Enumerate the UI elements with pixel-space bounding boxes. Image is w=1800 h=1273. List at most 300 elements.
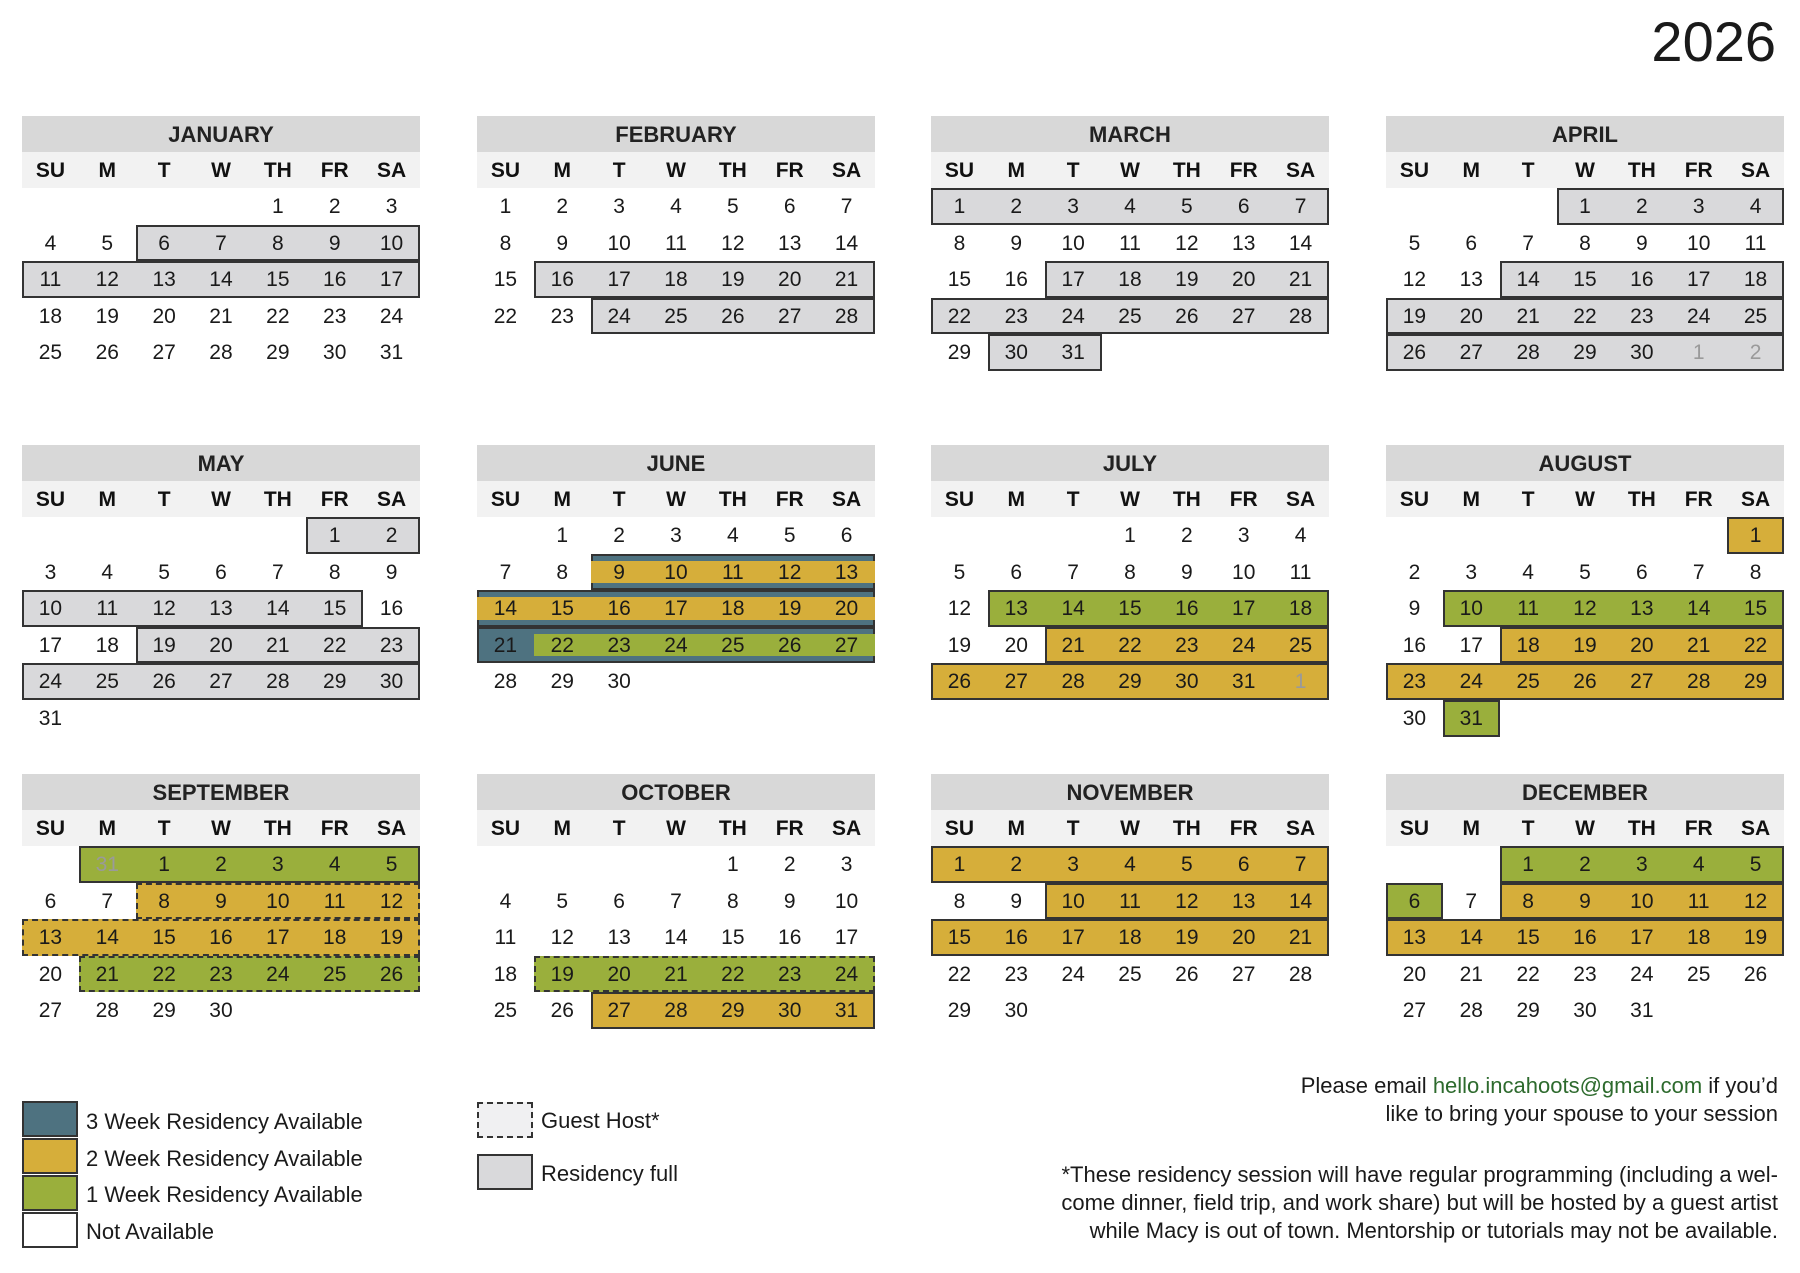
legend-swatch-full [477, 1154, 533, 1190]
weekday-label: SU [490, 159, 521, 182]
day-cell: 29 [1516, 999, 1540, 1023]
weekday-label: M [98, 159, 117, 182]
day-grid [477, 517, 875, 737]
day-cell: 3 [840, 853, 853, 876]
day-cell: 22 [323, 633, 347, 657]
weekday-label: SA [376, 817, 407, 840]
day-cell: 29 [1743, 670, 1768, 694]
weekday-label: W [666, 488, 686, 511]
day-cell: 8 [272, 231, 284, 255]
day-cell: 15 [152, 926, 176, 950]
day-cell: 7 [1067, 560, 1079, 584]
weekday-label: T [1521, 817, 1535, 840]
day-cell: 14 [1687, 597, 1711, 621]
day-cell: 24 [1061, 304, 1085, 328]
day-cell: 7 [499, 560, 512, 584]
day-cell: 21 [834, 268, 859, 292]
day-cell: 6 [840, 524, 853, 547]
day-cell: 24 [1630, 962, 1654, 986]
day-cell: 26 [379, 962, 404, 986]
day-cell: 19 [1402, 304, 1427, 328]
day-cell: 12 [778, 560, 802, 584]
day-cell: 5 [1408, 231, 1421, 255]
weekday-label: W [1120, 159, 1140, 182]
day-cell: 7 [670, 889, 682, 913]
day-cell: 25 [1118, 304, 1142, 328]
day-cell: 16 [1175, 597, 1199, 621]
day-grid [931, 188, 1329, 408]
month-april [1386, 116, 1784, 408]
weekday-header [22, 481, 420, 517]
day-cell: 20 [152, 304, 176, 328]
weekday-label: SU [1399, 817, 1430, 840]
day-cell: 4 [101, 560, 114, 584]
weekday-label: T [157, 488, 171, 511]
weekday-label: TH [263, 488, 292, 511]
day-cell: 3 [272, 853, 284, 876]
day-cell: 13 [152, 268, 176, 292]
day-cell: 5 [1181, 853, 1193, 876]
day-cell: 4 [1749, 195, 1762, 218]
weekday-label: TH [263, 159, 292, 182]
day-cell: 1 [1294, 670, 1307, 694]
day-cell: 2 [1010, 195, 1023, 218]
day-cell: 15 [1743, 597, 1768, 621]
day-cell: 31 [1630, 999, 1654, 1023]
weekday-header [477, 152, 875, 188]
day-cell: 23 [1004, 304, 1028, 328]
weekday-label: TH [1627, 488, 1656, 511]
legend-label-guest-host: Guest Host* [541, 1108, 660, 1133]
day-cell: 19 [1573, 633, 1597, 657]
day-cell: 2 [328, 195, 341, 218]
day-cell: 17 [664, 597, 688, 621]
day-cell: 21 [493, 633, 518, 657]
day-cell: 10 [1459, 597, 1483, 621]
day-cell: 28 [664, 999, 688, 1023]
day-cell: 23 [778, 962, 802, 986]
month-title: NOVEMBER [931, 774, 1329, 810]
weekday-label: TH [1172, 159, 1201, 182]
day-cell: 1 [499, 195, 512, 218]
day-cell: 23 [1004, 962, 1028, 986]
day-cell: 11 [1119, 889, 1141, 913]
day-grid [1386, 188, 1784, 408]
day-cell: 17 [38, 633, 63, 657]
day-cell: 3 [1067, 853, 1079, 876]
day-cell: 1 [158, 853, 170, 876]
day-cell: 3 [1237, 524, 1250, 547]
weekday-label: M [1462, 159, 1481, 182]
day-cell: 11 [665, 231, 687, 255]
month-august [1386, 445, 1784, 737]
day-cell: 16 [1573, 926, 1597, 950]
day-cell: 14 [1288, 889, 1313, 913]
day-cell: 14 [95, 926, 119, 950]
day-cell: 21 [209, 304, 233, 328]
day-cell: 3 [385, 195, 398, 218]
weekday-label: T [612, 488, 626, 511]
day-cell: 8 [556, 560, 569, 584]
day-cell: 17 [1061, 268, 1085, 292]
day-cell: 28 [1288, 304, 1313, 328]
weekday-label: M [553, 159, 572, 182]
day-cell: 26 [1573, 670, 1597, 694]
day-grid [1386, 517, 1784, 737]
day-cell: 22 [266, 304, 290, 328]
day-cell: 13 [38, 926, 63, 950]
day-cell: 16 [323, 268, 347, 292]
day-cell: 23 [209, 962, 233, 986]
day-cell: 22 [152, 962, 176, 986]
day-cell: 8 [727, 889, 739, 913]
day-cell: 24 [664, 633, 688, 657]
day-cell: 30 [323, 341, 347, 365]
weekday-label: M [98, 817, 117, 840]
day-cell: 10 [379, 231, 404, 255]
day-cell: 22 [721, 962, 745, 986]
day-cell: 10 [1061, 231, 1085, 255]
day-cell: 7 [1294, 195, 1307, 218]
day-cell: 15 [947, 268, 972, 292]
day-cell: 10 [1232, 560, 1256, 584]
month-title: FEBRUARY [477, 116, 875, 152]
footnote-line-3: while Macy is out of town. Mentorship or tutorials may not be available. [1089, 1218, 1778, 1243]
day-cell: 6 [158, 231, 170, 255]
legend-swatch-three-week [22, 1101, 78, 1137]
day-cell: 15 [1516, 926, 1540, 950]
day-cell: 18 [721, 597, 745, 621]
day-cell: 21 [1516, 304, 1540, 328]
day-cell: 9 [1579, 889, 1591, 913]
day-cell: 8 [1124, 560, 1136, 584]
day-cell: 2 [556, 195, 569, 218]
month-title: JUNE [477, 445, 875, 481]
day-cell: 3 [1692, 195, 1705, 218]
day-cell: 13 [1004, 597, 1028, 621]
day-cell: 11 [323, 889, 346, 913]
day-cell: 27 [38, 999, 63, 1023]
day-cell: 23 [379, 633, 404, 657]
day-cell: 25 [38, 341, 63, 365]
day-cell: 5 [727, 195, 739, 218]
day-cell: 9 [1010, 889, 1023, 913]
day-cell: 4 [1124, 195, 1136, 218]
contact-suffix: if you’d [1702, 1073, 1778, 1098]
weekday-label: W [211, 159, 231, 182]
day-cell: 21 [1459, 962, 1483, 986]
weekday-label: FR [320, 817, 349, 840]
day-cell: 8 [1579, 231, 1591, 255]
weekday-header [477, 810, 875, 846]
day-cell: 14 [1288, 231, 1313, 255]
day-cell: 7 [272, 560, 284, 584]
weekday-label: T [612, 159, 626, 182]
day-cell: 26 [947, 670, 972, 694]
day-cell: 26 [95, 341, 119, 365]
day-cell: 6 [1237, 853, 1250, 876]
weekday-label: TH [718, 817, 747, 840]
day-cell: 24 [379, 304, 404, 328]
day-cell: 17 [1061, 926, 1085, 950]
day-cell: 16 [1402, 633, 1427, 657]
weekday-label: M [98, 488, 117, 511]
day-cell: 10 [664, 560, 688, 584]
day-cell: 22 [493, 304, 518, 328]
day-cell: 17 [1687, 268, 1711, 292]
day-cell: 29 [152, 999, 176, 1023]
legend-label-not-available: Not Available [86, 1219, 215, 1244]
month-may [22, 445, 420, 737]
legend-swatch-not-available [22, 1212, 78, 1248]
day-cell: 13 [1402, 926, 1427, 950]
day-grid [477, 846, 875, 1066]
day-cell: 16 [1004, 926, 1028, 950]
legend-label-two-week: 2 Week Residency Available [86, 1146, 363, 1171]
day-cell: 12 [1743, 889, 1768, 913]
day-cell: 23 [1175, 633, 1199, 657]
weekday-label: TH [1627, 817, 1656, 840]
weekday-label: FR [320, 159, 349, 182]
day-cell: 10 [266, 889, 290, 913]
day-cell: 19 [1743, 926, 1768, 950]
day-cell: 19 [152, 633, 176, 657]
day-cell: 15 [1118, 597, 1142, 621]
day-cell: 26 [721, 304, 745, 328]
day-cell: 30 [1573, 999, 1597, 1023]
weekday-label: SA [376, 488, 407, 511]
day-grid [22, 517, 420, 737]
year-title: 2026 [1651, 10, 1776, 73]
day-cell: 25 [721, 633, 745, 657]
weekday-label: T [612, 817, 626, 840]
footnote [1061, 1161, 1778, 1245]
day-cell: 20 [778, 268, 802, 292]
weekday-header [22, 152, 420, 188]
day-cell: 4 [1124, 853, 1136, 876]
day-cell: 2 [215, 853, 227, 876]
day-cell: 22 [1118, 633, 1142, 657]
day-cell: 16 [379, 597, 404, 621]
day-cell: 5 [556, 889, 569, 913]
day-cell: 20 [209, 633, 233, 657]
day-cell: 5 [783, 524, 796, 547]
day-cell: 31 [38, 707, 63, 730]
day-cell: 21 [664, 962, 688, 986]
day-cell: 22 [1516, 962, 1540, 986]
day-cell: 14 [1459, 926, 1483, 950]
day-cell: 27 [152, 341, 176, 365]
day-cell: 5 [1579, 560, 1591, 584]
day-cell: 10 [1061, 889, 1085, 913]
legend-swatch-guest-host [477, 1102, 533, 1138]
day-cell: 16 [1630, 268, 1654, 292]
legend-label-three-week: 3 Week Residency Available [86, 1109, 363, 1134]
weekday-label: M [553, 488, 572, 511]
day-cell: 6 [44, 889, 57, 913]
weekday-label: SU [35, 159, 66, 182]
weekday-header [22, 810, 420, 846]
day-cell: 1 [1124, 524, 1136, 547]
month-september [22, 774, 420, 1066]
day-cell: 18 [1118, 268, 1142, 292]
day-cell: 13 [1630, 597, 1654, 621]
day-cell: 12 [947, 597, 972, 621]
day-cell: 14 [209, 268, 233, 292]
weekday-label: SA [1285, 488, 1316, 511]
day-cell: 29 [1118, 670, 1142, 694]
day-cell: 1 [953, 195, 966, 218]
day-cell: 23 [607, 633, 631, 657]
day-cell: 24 [1061, 962, 1085, 986]
day-cell: 4 [328, 853, 341, 876]
day-cell: 28 [1288, 962, 1313, 986]
day-cell: 18 [323, 926, 347, 950]
weekday-label: T [1521, 159, 1535, 182]
day-cell: 25 [493, 999, 518, 1023]
weekday-header [477, 481, 875, 517]
day-cell: 7 [1294, 853, 1307, 876]
weekday-label: SU [490, 488, 521, 511]
legend-swatch-two-week [22, 1138, 78, 1174]
day-cell: 10 [607, 231, 631, 255]
day-cell: 1 [727, 853, 739, 876]
day-cell: 30 [1004, 999, 1028, 1023]
day-cell: 21 [266, 633, 290, 657]
day-cell: 5 [1749, 853, 1762, 876]
day-cell: 11 [721, 560, 744, 584]
day-cell: 19 [1175, 268, 1199, 292]
weekday-label: SU [944, 817, 975, 840]
weekday-label: M [1462, 488, 1481, 511]
day-cell: 17 [1630, 926, 1654, 950]
day-cell: 28 [266, 670, 290, 694]
day-cell: 6 [215, 560, 227, 584]
day-cell: 27 [1232, 304, 1256, 328]
day-cell: 8 [1749, 560, 1762, 584]
month-october [477, 774, 875, 1066]
day-cell: 30 [209, 999, 233, 1023]
day-cell: 4 [1522, 560, 1534, 584]
day-cell: 28 [834, 304, 859, 328]
weekday-label: T [157, 159, 171, 182]
weekday-label: SA [831, 817, 862, 840]
day-cell: 13 [778, 231, 802, 255]
day-cell: 19 [721, 268, 745, 292]
day-grid [22, 188, 420, 408]
day-cell: 15 [550, 597, 574, 621]
day-cell: 29 [550, 670, 574, 694]
day-cell: 24 [1687, 304, 1711, 328]
day-cell: 27 [778, 304, 802, 328]
day-cell: 20 [1630, 633, 1654, 657]
weekday-label: TH [1172, 488, 1201, 511]
day-cell: 30 [778, 999, 802, 1023]
weekday-label: T [1066, 488, 1080, 511]
weekday-label: M [1007, 159, 1026, 182]
day-cell: 23 [550, 304, 574, 328]
day-cell: 16 [607, 597, 631, 621]
contact-email[interactable]: hello.incahoots@gmail.com [1432, 1073, 1703, 1098]
day-cell: 2 [385, 524, 398, 547]
day-cell: 31 [379, 341, 404, 365]
weekday-header [931, 810, 1329, 846]
day-cell: 14 [664, 926, 688, 950]
day-cell: 13 [209, 597, 233, 621]
weekday-label: W [666, 817, 686, 840]
day-cell: 18 [1743, 268, 1768, 292]
day-cell: 30 [379, 670, 404, 694]
month-march [931, 116, 1329, 408]
day-cell: 20 [38, 962, 63, 986]
weekday-label: SA [831, 488, 862, 511]
month-title: DECEMBER [1386, 774, 1784, 810]
day-cell: 21 [1687, 633, 1711, 657]
day-cell: 31 [1459, 707, 1483, 730]
weekday-label: SU [944, 159, 975, 182]
day-cell: 1 [328, 524, 341, 547]
day-cell: 14 [1061, 597, 1085, 621]
contact-line-2: like to bring your spouse to your session [1385, 1101, 1778, 1126]
day-cell: 12 [721, 231, 745, 255]
day-cell: 12 [1573, 597, 1597, 621]
weekday-label: W [1120, 488, 1140, 511]
day-cell: 24 [38, 670, 63, 694]
day-cell: 30 [607, 670, 631, 694]
month-january [22, 116, 420, 408]
day-cell: 1 [953, 853, 966, 876]
weekday-label: FR [775, 159, 804, 182]
day-cell: 17 [834, 926, 859, 950]
day-cell: 12 [550, 926, 574, 950]
weekday-label: TH [718, 488, 747, 511]
day-cell: 6 [1636, 560, 1648, 584]
day-cell: 4 [499, 889, 512, 913]
weekday-label: FR [1229, 817, 1258, 840]
weekday-label: SA [1285, 817, 1316, 840]
day-cell: 5 [158, 560, 170, 584]
day-cell: 8 [953, 889, 966, 913]
month-title: MAY [22, 445, 420, 481]
weekday-label: M [553, 817, 572, 840]
contact-note [1301, 1072, 1778, 1128]
day-cell: 15 [721, 926, 745, 950]
weekday-label: SA [1740, 488, 1771, 511]
day-cell: 9 [1636, 231, 1648, 255]
day-cell: 15 [323, 597, 347, 621]
day-cell: 26 [1175, 962, 1199, 986]
contact-prefix: Please email [1300, 1073, 1433, 1098]
day-cell: 24 [1232, 633, 1256, 657]
day-cell: 20 [834, 597, 859, 621]
day-cell: 4 [1294, 524, 1307, 547]
day-cell: 11 [1119, 231, 1141, 255]
day-cell: 6 [613, 889, 625, 913]
weekday-label: TH [718, 159, 747, 182]
day-cell: 2 [1181, 524, 1193, 547]
weekday-label: T [1066, 817, 1080, 840]
month-title: AUGUST [1386, 445, 1784, 481]
day-cell: 27 [1232, 962, 1256, 986]
day-cell: 29 [947, 341, 972, 365]
month-july [931, 445, 1329, 737]
day-cell: 19 [379, 926, 404, 950]
day-cell: 16 [1004, 268, 1028, 292]
day-cell: 4 [1692, 853, 1705, 876]
day-cell: 9 [613, 560, 625, 584]
day-grid [931, 517, 1329, 737]
legend-label-one-week: 1 Week Residency Available [86, 1182, 363, 1207]
